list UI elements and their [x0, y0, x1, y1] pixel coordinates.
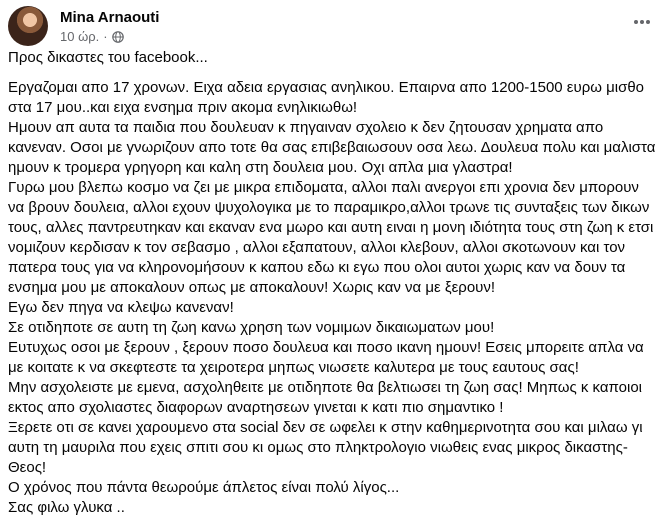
- post-header: [8, 4, 666, 44]
- post-paragraph: Ευτυχως οσοι με ξερουν , ξερουν ποσο δουλευα και ποσο ικανη ημουν! Εσεις μπορειτε απλα να με κοιτατε κ να σκεφτεστε τα χειροτερα μηπως νιωσετε καλυτερα με τους εαυτους σας!: [8, 339, 644, 376]
- post-paragraph: Εγω δεν πηγα να κλεψω κανεναν!: [8, 299, 234, 316]
- post-lead: Προς δικαστες του facebook...: [8, 49, 208, 66]
- post-paragraph: Ξερετε οτι σε κανει χαρουμενο στα social δεν σε ωφελει κ στην καθημερινοτητα σου και μιλαω γι αυτη τη μαυριλα που εχεις σπιτι σου κι ομως στο πληκτρολογιο νιωθεις ενας μικρος δικαστης-Θεος!: [8, 419, 643, 476]
- post-paragraph: Γυρω μου βλεπω κοσμο να ζει με μικρα επιδοματα, αλλοι παλι ανεργοι επι χρονια δεν μπορουν να βρουν δουλεια, αλλοι εχουν ψυχολογικα με το παραμικρο,αλλοι τρωνε τις συνταξεις των δικων τους, αλλες παντρευτηκαν και εκαναν ενα μωρο και αυτη ειναι η μονη ιδιότητα τους στη ζωη κ ετσι νομιζουν κερδισαν κ τον σεβασμο , αλλοι εξαπατουν, αλλοι κλεβουν, αλλοι σκοτωνουν και τον πατερα τους για να κληρονομήσουν κ καπου εδω κι εγω που ολοι αυτοι χωρις καν να δουν τα ενσημα μου με αποκαλουν οπως με αποκαλουν! Χωρις καν να με ξερουν!: [8, 179, 654, 296]
- post-meta: [60, 29, 124, 44]
- post-time[interactable]: 10 ώρ.: [60, 29, 100, 44]
- post-paragraph: Εργαζομαι απο 17 χρονων. Ειχα αδεια εργασιας ανηλικου. Επαιρνα απο 1200-1500 ευρω μισθο στα 17 μου..και ειχα ενσημα πριν ακομα ενηλικιωθω!: [8, 79, 645, 116]
- globe-icon[interactable]: [112, 31, 124, 43]
- post-body: [8, 48, 658, 518]
- meta-separator: ·: [103, 29, 108, 44]
- post-paragraph: Μην ασχολειστε με εμενα, ασχοληθειτε με οτιδηποτε θα βελτιωσει τη ζωη σας! Μηπως κ καποιοι εκτος απο σχολιαστες διαφορων αναρτησεων γινεται κ κατι πιο σημαντικο !: [8, 379, 642, 416]
- author-name[interactable]: Mina Arnaouti: [60, 9, 160, 26]
- post-paragraph: Ο χρόνος που πάντα θεωρούμε άπλετος είναι πολύ λίγος...: [8, 479, 400, 496]
- avatar[interactable]: [8, 6, 48, 46]
- post-paragraph: Σας φιλω γλυκα ..: [8, 499, 125, 516]
- more-options-icon[interactable]: [630, 14, 654, 30]
- post-paragraph: Σε οτιδηποτε σε αυτη τη ζωη κανω χρηση των νομιμων δικαιωματων μου!: [8, 319, 495, 336]
- post-paragraph: Ημουν απ αυτα τα παιδια που δουλευαν κ πηγαιναν σχολειο κ δεν ζητουσαν χρηματα απο κανεναν. Οσοι με γνωριζουν απο τοτε θα σας επιβεβαιωσουν οσα λεω. Δουλευα πολυ και μαλιστα ημουν κ τρομερα γρηγορη και καλη στη δουλεια μου. Οχι απλα μια γλαστρα!: [8, 119, 656, 176]
